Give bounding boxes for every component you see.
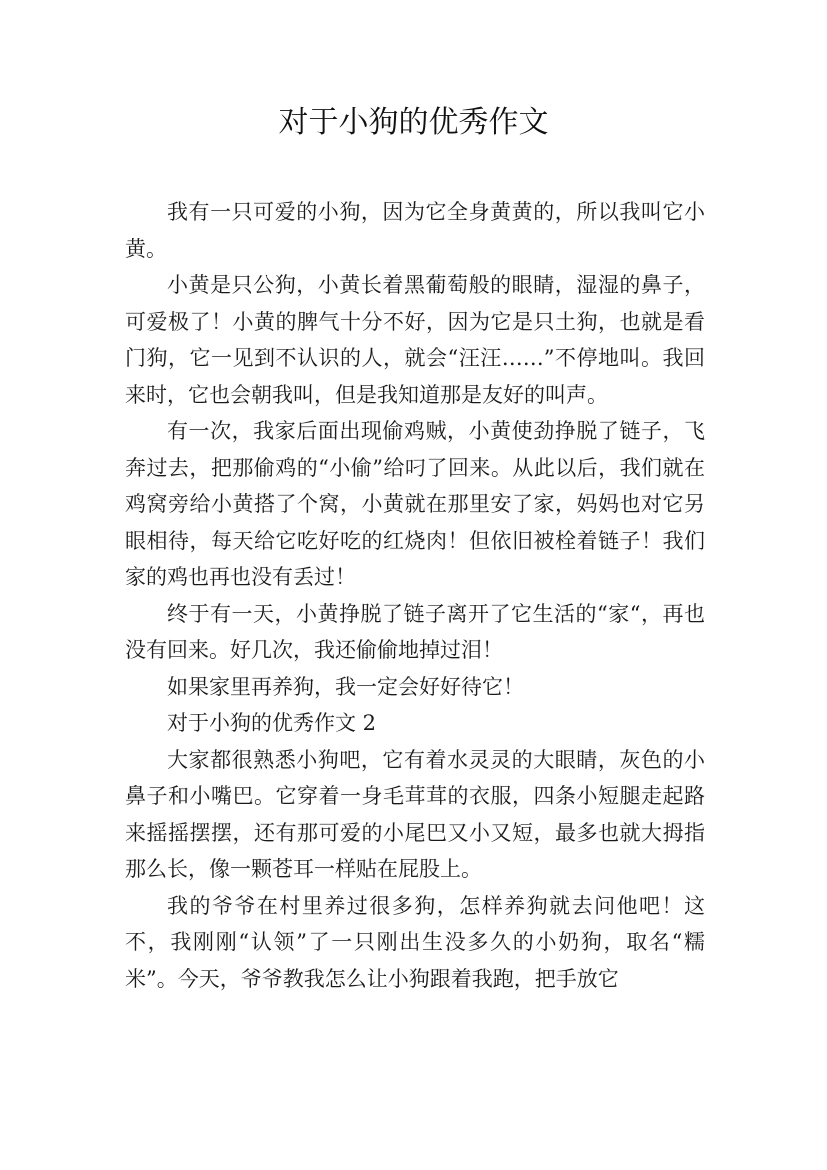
document-body	[125, 194, 705, 997]
paragraph: 有一次，我家后面出现偷鸡贼，小黄使劲挣脱了链子，飞奔过去，把那偷鸡的“小偷”给叼了回来。从此以后，我们就在鸡窝旁给小黄搭了个窝，小黄就在那里安了家，妈妈也对它另眼相待，每天给它吃好吃的红烧肉！但依旧被栓着链子！我们家的鸡也再也没有丢过！	[125, 419, 705, 589]
paragraph: 我的爷爷在村里养过很多狗，怎样养狗就去问他吧！这不，我刚刚“认领”了一只刚出生没多久的小奶狗，取名“糯米”。今天，爷爷教我怎么让小狗跟着我跑，把手放它	[125, 893, 705, 991]
document-title: 对于小狗的优秀作文	[278, 105, 549, 140]
paragraph: 如果家里再养狗，我一定会好好待它！	[167, 674, 524, 699]
paragraph: 大家都很熟悉小狗吧，它有着水灵灵的大眼睛，灰色的小鼻子和小嘴巴。它穿着一身毛茸茸的衣服，四条小短腿走起路来摇摇摆摆，还有那可爱的小尾巴又小又短，最多也就大拇指那么长，像一颗苍耳一样贴在屁股上。	[125, 747, 705, 881]
paragraph: 我有一只可爱的小狗，因为它全身黄黄的，所以我叫它小黄。	[125, 200, 705, 261]
paragraph: 终于有一天，小黄挣脱了链子离开了它生活的“家“，再也没有回来。好几次，我还偷偷地掉过泪！	[125, 601, 705, 662]
paragraph: 小黄是只公狗，小黄长着黑葡萄般的眼睛，湿湿的鼻子，可爱极了！小黄的脾气十分不好，因为它是只土狗，也就是看门狗，它一见到不认识的人，就会“汪汪……”不停地叫。我回来时，它也会朝我叫，但是我知道那是友好的叫声。	[125, 273, 705, 407]
section-heading: 对于小狗的优秀作文 2	[167, 711, 377, 735]
